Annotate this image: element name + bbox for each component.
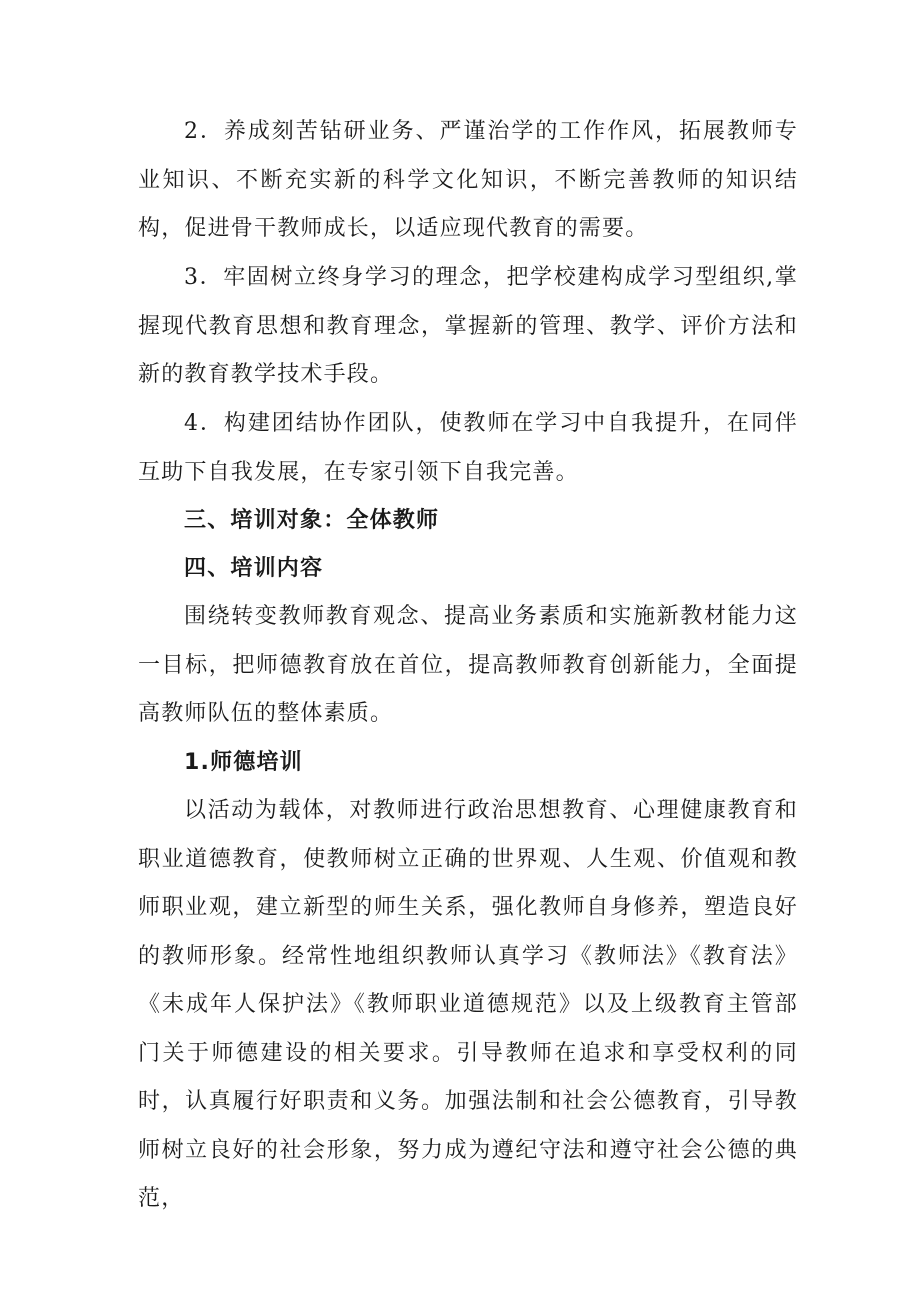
paragraph-goal-3: 3．牢固树立终身学习的理念，把学校建构成学习型组织,掌握现代教育思想和教育理念，掌握新的管理、教学、评价方法和新的教育教学技术手段。 (138, 265, 798, 387)
sub-heading-ethics-training: 1.师德培训 (184, 750, 303, 775)
paragraph-goal-2: 2．养成刻苦钻研业务、严谨治学的工作作风，拓展教师专业知识、不断充实新的科学文化知识，不断完善教师的知识结构，促进骨干教师成长，以适应现代教育的需要。 (138, 119, 798, 241)
section-heading-training-targets: 三、培训对象：全体教师 (184, 508, 440, 533)
section-heading-training-content: 四、培训内容 (184, 556, 324, 581)
paragraph-content-intro: 围绕转变教师教育观念、提高业务素质和实施新教材能力这一目标，把师德教育放在首位，提高教师教育创新能力，全面提高教师队伍的整体素质。 (138, 604, 798, 726)
paragraph-goal-4: 4．构建团结协作团队，使教师在学习中自我提升，在同伴互助下自我发展，在专家引领下自我完善。 (138, 411, 798, 485)
paragraph-ethics-training: 以活动为载体，对教师进行政治思想教育、心理健康教育和职业道德教育，使教师树立正确的世界观、人生观、价值观和教师职业观，建立新型的师生关系，强化教师自身修养，塑造良好的教师形象。经常性地组织教师认真学习《教师法》《教育法》《未成年人保护法》《教师职业道德规范》以及上级教育主管部门关于师德建设的相关要求。引导教师在追求和享受权利的同时，认真履行好职责和义务。加强法制和社会公德教育，引导教师树立良好的社会形象，努力成为遵纪守法和遵守社会公德的典范， (138, 798, 798, 1211)
